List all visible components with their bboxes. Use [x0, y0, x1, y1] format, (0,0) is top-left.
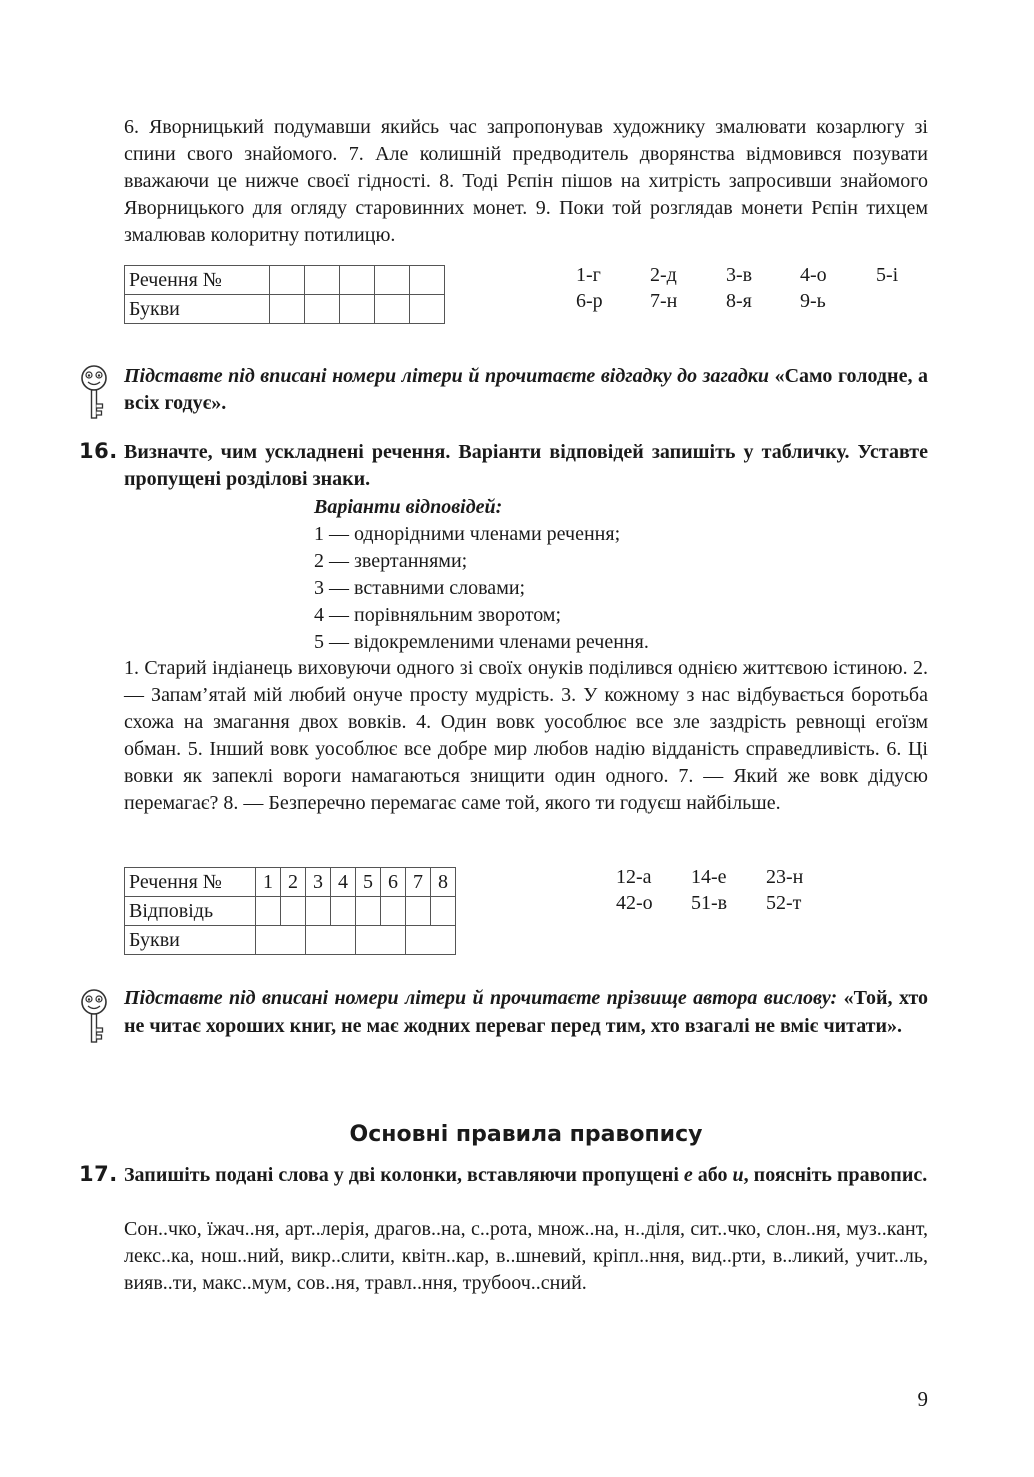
variant-item: 2 — звертаннями;	[314, 550, 468, 572]
table2-number-cell: 2	[281, 868, 306, 897]
key-item: 23-н	[766, 866, 804, 888]
table2-row-label: Речення №	[125, 868, 256, 897]
variant-item: 3 — вставними словами;	[314, 577, 526, 599]
task-17-text-or: або	[697, 1164, 728, 1186]
task-17-text-b: , поясніть правопис.	[743, 1164, 928, 1186]
variant-item: 5 — відокремленими членами речення.	[314, 631, 649, 653]
table1-cell[interactable]	[270, 295, 305, 324]
table1-cell[interactable]	[305, 295, 340, 324]
table1-row-label: Речення №	[125, 266, 270, 295]
answer-table-2	[124, 867, 456, 955]
table2-answer-cell[interactable]	[281, 897, 306, 926]
key-item: 9-ь	[800, 290, 826, 312]
page-number: 9	[917, 1387, 928, 1411]
task-17-words: Сон..чко, їжач..ня, арт..лерія, драгов..на, с..рота, множ..на, н..діля, сит..чко, слон..ня, муз..кант, лекс..ка, нош..ний, викр..слити, квітн..кар, в..шневий, кріпл..ння, вид..рти, в..ликий, учит..ль, вияв..ти, макс..мум, сов..ня, травл..ння, трубооч..сний.	[124, 1218, 928, 1294]
table2-number-cell: 3	[306, 868, 331, 897]
hint-2-quote: «Той, хто не читає хороших книг, не має жодних переваг перед тим, хто взагалі не вміє читати».	[124, 987, 929, 1037]
table1-row-label: Букви	[125, 295, 270, 324]
key-item: 1-г	[576, 264, 601, 286]
table2-row-label: Відповідь	[125, 897, 256, 926]
key-item: 2-д	[650, 264, 677, 286]
key-mascot-icon	[76, 988, 112, 1046]
table1-cell[interactable]	[375, 295, 410, 324]
hint-1-quote: «Само голодне, а всіх годує».	[124, 365, 929, 414]
table2-number-cell: 8	[431, 868, 456, 897]
table1-cell[interactable]	[375, 266, 410, 295]
table2-letter-cell[interactable]	[306, 926, 356, 955]
key-item: 52-т	[766, 892, 802, 914]
task-16-instruction: Визначте, чим ускладнені речення. Варіанти відповідей запишіть у табличку. Уставте пропущені розділові знаки.	[124, 441, 928, 490]
table1-cell[interactable]	[410, 295, 445, 324]
intro-paragraph: 6. Яворницький подумавши якийсь час запропонував художнику змалювати козарлюгу зі спини свого знайомого. 7. Але колишній предводитель дворянства відмовився позувати вважаючи це нижче своєї гідності. 8. Тоді Рєпін пішов на хитрість запросивши знайомого Яворницького для огляду старовинних монет. 9. Поки той розглядав монети Рєпін тихцем змалював колоритну потилицю.	[124, 116, 928, 246]
key-item: 51-в	[691, 892, 728, 914]
table2-row-label: Букви	[125, 926, 256, 955]
task-17-number: 17.	[79, 1162, 118, 1186]
table2-answer-cell[interactable]	[331, 897, 356, 926]
key-mascot-icon	[76, 364, 112, 422]
hint-1-italic: Підставте під вписані номери літери й прочитаєте відгадку до загадки	[124, 365, 770, 387]
key-item: 4-о	[800, 264, 827, 286]
table2-number-cell: 4	[331, 868, 356, 897]
key-item: 12-а	[616, 866, 652, 888]
table1-cell[interactable]	[410, 266, 445, 295]
section-title: Основні правила правопису	[349, 1122, 703, 1147]
variant-item: 1 — однорідними членами речення;	[314, 523, 621, 545]
letter-key-2	[616, 864, 876, 916]
key-item: 5-і	[876, 264, 899, 286]
table2-answer-cell[interactable]	[256, 897, 281, 926]
table2-number-cell: 5	[356, 868, 381, 897]
table1-cell[interactable]	[270, 266, 305, 295]
table2-answer-cell[interactable]	[306, 897, 331, 926]
table2-number-cell: 1	[256, 868, 281, 897]
table2-letter-cell[interactable]	[356, 926, 406, 955]
key-item: 14-е	[691, 866, 727, 888]
table1-cell[interactable]	[305, 266, 340, 295]
answer-variants	[314, 494, 914, 656]
table1-cell[interactable]	[340, 295, 375, 324]
variants-title: Варіанти відповідей:	[314, 496, 503, 518]
task-16-text: 1. Старий індіанець виховуючи одного зі своїх онуків поділився однією життєвою істиною. 2. — Запам’ятай мій любий онуче просту мудрість. 3. У кожному з нас відбувається боротьба схожа на змагання двох вовків. 4. Один вовк уособлює все зле заздрість ревнощі егоїзм обман. 5. Інший вовк уособлює все добре мир любов надію відданість справедливість. 6. Ці вовки як запеклі вороги намагаються знищити один одного. 7. — Який же вовк дідусю перемагає? 8. — Безперечно перемагає саме той, якого ти годуєш найбільше.	[124, 657, 928, 814]
table2-letter-cell[interactable]	[256, 926, 306, 955]
key-item: 6-р	[576, 290, 603, 312]
key-item: 8-я	[726, 290, 752, 312]
hint-2	[124, 984, 928, 1040]
key-item: 3-в	[726, 264, 753, 286]
table2-letter-cell[interactable]	[406, 926, 456, 955]
task-17-text-a: Запишіть подані слова у дві колонки, вставляючи пропущені	[124, 1164, 679, 1186]
table2-number-cell: 6	[381, 868, 406, 897]
answer-table-1	[124, 265, 445, 324]
task-17-instruction	[124, 1162, 928, 1189]
table2-answer-cell[interactable]	[381, 897, 406, 926]
key-item: 7-н	[650, 290, 678, 312]
table2-answer-cell[interactable]	[431, 897, 456, 926]
task-17-letter-y: и	[732, 1164, 744, 1186]
task-17-letter-e: е	[683, 1164, 693, 1186]
variant-item: 4 — порівняльним зворотом;	[314, 604, 562, 626]
table2-number-cell: 7	[406, 868, 431, 897]
table2-answer-cell[interactable]	[356, 897, 381, 926]
hint-2-italic: Підставте під вписані номери літери й прочитаєте прізвище автора вислову:	[124, 987, 838, 1009]
table1-cell[interactable]	[340, 266, 375, 295]
key-item: 42-о	[616, 892, 653, 914]
hint-1	[124, 363, 928, 417]
letter-key-1	[576, 262, 936, 314]
table2-answer-cell[interactable]	[406, 897, 431, 926]
task-16-number: 16.	[79, 439, 118, 463]
